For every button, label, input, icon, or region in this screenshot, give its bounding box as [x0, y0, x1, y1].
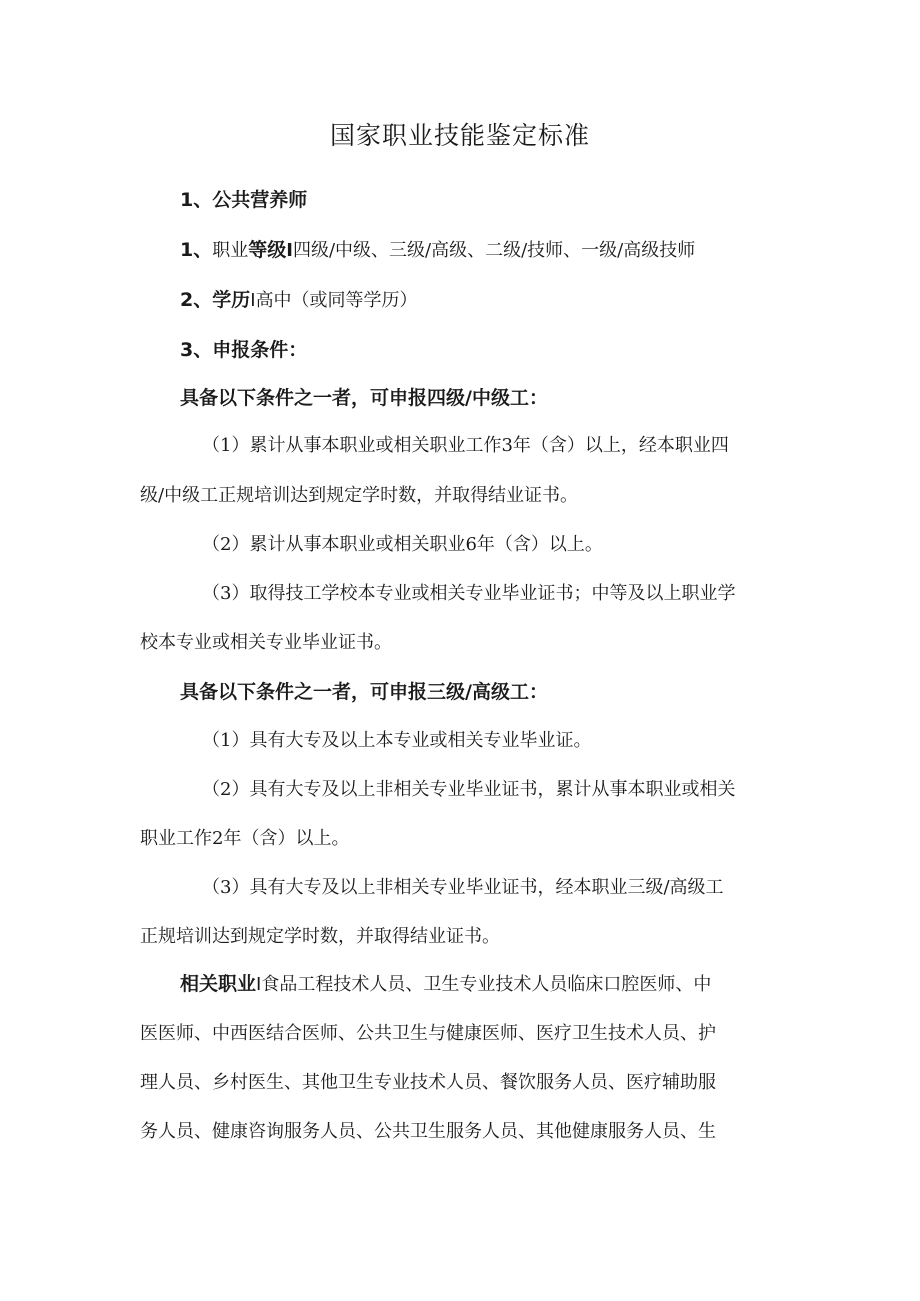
condition-high-1: （1）具有大专及以上本专业或相关专业毕业证。 — [202, 730, 592, 751]
item-number: 3、 — [180, 339, 213, 361]
item-requirements — [180, 336, 307, 364]
section-mid-heading: 具备以下条件之一者，可申报四级/中级工： — [180, 387, 548, 409]
related-text: 食品工程技术人员、卫生专业技术人员临床口腔医师、中 — [261, 974, 712, 995]
condition-mid-3-cont: 校本专业或相关专业毕业证书。 — [140, 632, 392, 653]
heading-occupation: 1、公共营养师 — [180, 189, 308, 211]
item-label: 等级 — [248, 239, 287, 261]
item-separator: I — [250, 290, 256, 311]
related-occupations-cont: 医医师、中西医结合医师、公共卫生与健康医师、医疗卫生技术人员、护 — [140, 1023, 716, 1044]
condition-mid-1-cont: 级/中级工正规培训达到规定学时数，并取得结业证书。 — [140, 485, 579, 506]
item-value: 四级/中级、三级/高级、二级/技师、一级/高级技师 — [292, 240, 696, 261]
item-label-prefix: 职业 — [212, 240, 249, 261]
related-label: 相关职业 — [180, 973, 257, 995]
condition-mid-1: （1）累计从事本职业或相关职业工作3年（含）以上，经本职业四 — [202, 435, 729, 456]
item-label: 申报条件： — [212, 339, 308, 361]
page-title: 国家职业技能鉴定标准 — [329, 121, 590, 150]
item-number: 2、 — [180, 289, 213, 311]
related-occupations-cont: 理人员、乡村医生、其他卫生专业技术人员、餐饮服务人员、医疗辅助服 — [140, 1072, 716, 1093]
condition-high-3-cont: 正规培训达到规定学时数，并取得结业证书。 — [140, 926, 500, 947]
condition-mid-2: （2）累计从事本职业或相关职业6年（含）以上。 — [202, 534, 603, 555]
item-number: 1、 — [180, 239, 213, 261]
section-high-heading: 具备以下条件之一者，可申报三级/高级工： — [180, 681, 548, 703]
related-occupations-line — [180, 970, 711, 999]
item-separator: I — [286, 240, 293, 261]
item-label: 学历 — [212, 289, 251, 311]
condition-high-3: （3）具有大专及以上非相关专业毕业证书，经本职业三级/高级工 — [202, 877, 724, 898]
item-value: 高中（或同等学历） — [255, 290, 418, 311]
condition-high-2: （2）具有大专及以上非相关专业毕业证书，累计从事本职业或相关 — [202, 779, 736, 800]
related-separator: I — [256, 974, 262, 995]
related-occupations-cont: 务人员、健康咨询服务人员、公共卫生服务人员、其他健康服务人员、生 — [140, 1121, 716, 1142]
item-education — [180, 286, 418, 315]
condition-high-2-cont: 职业工作2年（含）以上。 — [140, 828, 350, 849]
condition-mid-3: （3）取得技工学校本专业或相关专业毕业证书；中等及以上职业学 — [202, 583, 736, 604]
item-occupation-level — [180, 236, 695, 265]
